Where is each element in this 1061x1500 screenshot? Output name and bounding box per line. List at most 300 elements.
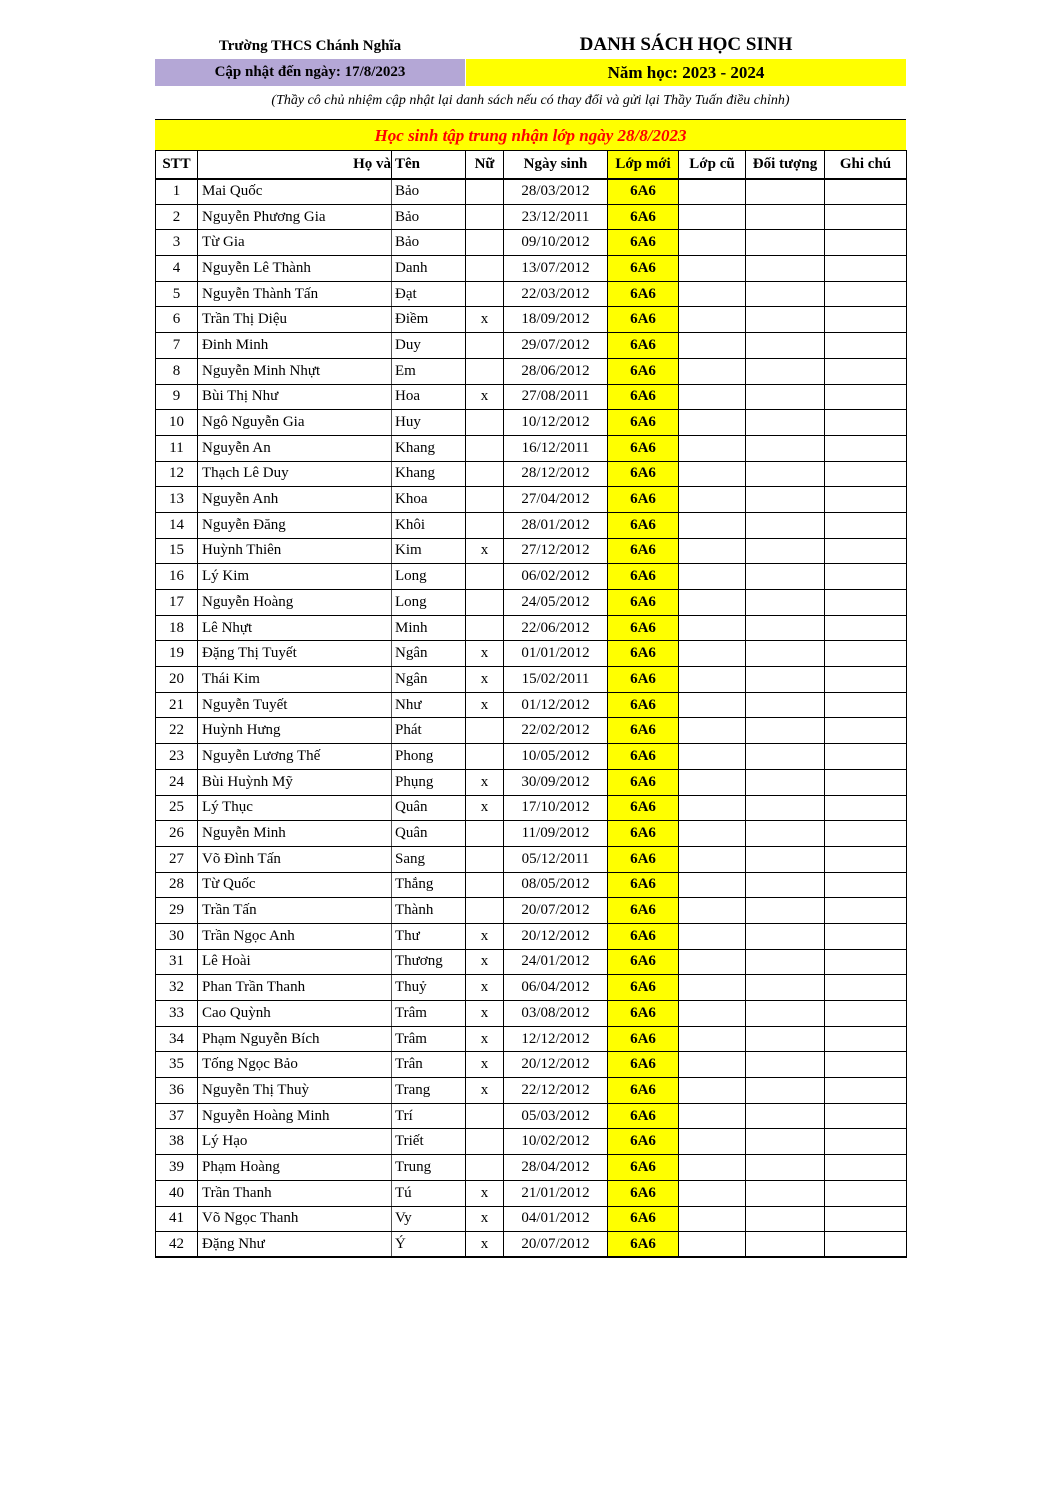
cell-doi-tuong [746,1155,825,1181]
cell-lop-moi: 6A6 [608,538,679,564]
cell-lop-moi: 6A6 [608,1026,679,1052]
cell-ngay-sinh: 21/01/2012 [504,1180,608,1206]
cell-ngay-sinh: 15/02/2011 [504,667,608,693]
cell-stt: 35 [156,1052,198,1078]
cell-ho: Nguyễn Lương Thế [198,744,392,770]
cell-doi-tuong [746,512,825,538]
cell-stt: 28 [156,872,198,898]
cell-ghi-chu [825,846,907,872]
cell-doi-tuong [746,307,825,333]
cell-doi-tuong [746,230,825,256]
cell-ho: Lê Hoài [198,949,392,975]
cell-stt: 26 [156,821,198,847]
table-header-row [156,151,907,179]
cell-lop-moi: 6A6 [608,975,679,1001]
cell-ghi-chu [825,923,907,949]
cell-lop-moi: 6A6 [608,1206,679,1232]
cell-lop-moi: 6A6 [608,821,679,847]
cell-lop-moi: 6A6 [608,281,679,307]
cell-ghi-chu [825,333,907,359]
table-row [156,590,907,616]
cell-ghi-chu [825,1103,907,1129]
cell-doi-tuong [746,435,825,461]
cell-ngay-sinh: 28/04/2012 [504,1155,608,1181]
cell-lop-cu [679,1052,746,1078]
cell-doi-tuong [746,1078,825,1104]
cell-ngay-sinh: 28/06/2012 [504,358,608,384]
cell-ghi-chu [825,641,907,667]
cell-stt: 27 [156,846,198,872]
cell-ngay-sinh: 06/02/2012 [504,564,608,590]
cell-ghi-chu [825,1180,907,1206]
cell-ten: Khôi [392,512,466,538]
cell-stt: 23 [156,744,198,770]
cell-lop-moi: 6A6 [608,333,679,359]
cell-nu [466,744,504,770]
cell-lop-cu [679,590,746,616]
cell-ho: Trần Thanh [198,1180,392,1206]
cell-stt: 6 [156,307,198,333]
column-header-nu: Nữ [466,151,504,179]
cell-nu: x [466,667,504,693]
table-row [156,1103,907,1129]
table-row [156,307,907,333]
cell-ngay-sinh: 03/08/2012 [504,1001,608,1027]
cell-ngay-sinh: 13/07/2012 [504,256,608,282]
table-row [156,923,907,949]
cell-ghi-chu [825,590,907,616]
cell-stt: 38 [156,1129,198,1155]
cell-ten: Thuỷ [392,975,466,1001]
cell-stt: 31 [156,949,198,975]
cell-lop-cu [679,230,746,256]
cell-lop-moi: 6A6 [608,179,679,205]
cell-lop-moi: 6A6 [608,1155,679,1181]
cell-nu [466,615,504,641]
cell-ghi-chu [825,512,907,538]
cell-nu [466,564,504,590]
cell-ten: Long [392,564,466,590]
cell-ho: Phạm Hoàng [198,1155,392,1181]
cell-ghi-chu [825,795,907,821]
cell-ten: Minh [392,615,466,641]
table-row [156,538,907,564]
cell-lop-moi: 6A6 [608,898,679,924]
cell-ghi-chu [825,872,907,898]
school-name: Trường THCS Chánh Nghĩa [218,38,402,54]
cell-lop-cu [679,435,746,461]
cell-ngay-sinh: 20/07/2012 [504,898,608,924]
cell-ghi-chu [825,204,907,230]
cell-lop-cu [679,846,746,872]
cell-ngay-sinh: 04/01/2012 [504,1206,608,1232]
cell-lop-cu [679,821,746,847]
cell-lop-moi: 6A6 [608,615,679,641]
cell-ngay-sinh: 16/12/2011 [504,435,608,461]
cell-ngay-sinh: 10/05/2012 [504,744,608,770]
cell-lop-cu [679,410,746,436]
cell-ghi-chu [825,975,907,1001]
cell-ten: Thành [392,898,466,924]
cell-nu: x [466,1052,504,1078]
cell-ten: Ngân [392,641,466,667]
cell-doi-tuong [746,1103,825,1129]
column-header-ngay-sinh: Ngày sinh [504,151,608,179]
document-title: DANH SÁCH HỌC SINH [579,34,793,55]
cell-doi-tuong [746,564,825,590]
cell-ngay-sinh: 20/07/2012 [504,1232,608,1258]
table-row [156,410,907,436]
cell-ghi-chu [825,358,907,384]
cell-nu: x [466,307,504,333]
cell-ten: Thư [392,923,466,949]
cell-ghi-chu [825,949,907,975]
cell-ten: Triết [392,1129,466,1155]
cell-ngay-sinh: 05/03/2012 [504,1103,608,1129]
cell-ten: Trí [392,1103,466,1129]
cell-nu [466,204,504,230]
cell-ngay-sinh: 28/03/2012 [504,179,608,205]
cell-ghi-chu [825,718,907,744]
cell-nu [466,179,504,205]
cell-doi-tuong [746,256,825,282]
cell-ngay-sinh: 05/12/2011 [504,846,608,872]
cell-lop-moi: 6A6 [608,872,679,898]
column-header-stt: STT [156,151,198,179]
cell-lop-moi: 6A6 [608,641,679,667]
cell-lop-cu [679,564,746,590]
cell-ghi-chu [825,230,907,256]
cell-lop-cu [679,975,746,1001]
cell-nu [466,512,504,538]
table-row [156,1180,907,1206]
cell-lop-cu [679,692,746,718]
cell-ten: Trung [392,1155,466,1181]
cell-lop-cu [679,769,746,795]
cell-lop-cu [679,1232,746,1258]
table-row [156,718,907,744]
cell-lop-moi: 6A6 [608,795,679,821]
cell-ghi-chu [825,821,907,847]
cell-lop-moi: 6A6 [608,1180,679,1206]
cell-doi-tuong [746,975,825,1001]
cell-doi-tuong [746,358,825,384]
cell-lop-moi: 6A6 [608,923,679,949]
cell-doi-tuong [746,1180,825,1206]
column-header-ten: Tên [392,151,466,179]
cell-ngay-sinh: 27/08/2011 [504,384,608,410]
column-header-lop-cu: Lớp cũ [679,151,746,179]
cell-ho: Nguyễn Minh Nhựt [198,358,392,384]
table-row [156,512,907,538]
cell-doi-tuong [746,281,825,307]
cell-doi-tuong [746,333,825,359]
cell-lop-moi: 6A6 [608,564,679,590]
table-row [156,384,907,410]
cell-nu: x [466,1180,504,1206]
cell-ngay-sinh: 24/05/2012 [504,590,608,616]
cell-lop-cu [679,1078,746,1104]
cell-lop-moi: 6A6 [608,718,679,744]
cell-lop-moi: 6A6 [608,384,679,410]
cell-nu: x [466,1026,504,1052]
cell-ten: Trâm [392,1001,466,1027]
cell-nu [466,1155,504,1181]
cell-ghi-chu [825,461,907,487]
cell-ten: Phong [392,744,466,770]
cell-nu [466,461,504,487]
cell-lop-moi: 6A6 [608,1001,679,1027]
cell-ghi-chu [825,744,907,770]
cell-lop-moi: 6A6 [608,487,679,513]
table-row [156,1026,907,1052]
table-row [156,487,907,513]
cell-stt: 36 [156,1078,198,1104]
cell-ho: Phan Trần Thanh [198,975,392,1001]
cell-ten: Trang [392,1078,466,1104]
cell-ten: Trâm [392,1026,466,1052]
cell-lop-cu [679,307,746,333]
cell-stt: 29 [156,898,198,924]
cell-stt: 24 [156,769,198,795]
cell-lop-moi: 6A6 [608,667,679,693]
table-row [156,949,907,975]
cell-ten: Khoa [392,487,466,513]
cell-nu: x [466,384,504,410]
table-row [156,1078,907,1104]
cell-nu: x [466,1206,504,1232]
cell-lop-cu [679,358,746,384]
cell-ngay-sinh: 12/12/2012 [504,1026,608,1052]
cell-lop-cu [679,718,746,744]
cell-ho: Nguyễn Đăng [198,512,392,538]
cell-ten: Vy [392,1206,466,1232]
cell-ho: Bùi Huỳnh Mỹ [198,769,392,795]
cell-stt: 18 [156,615,198,641]
cell-ngay-sinh: 08/05/2012 [504,872,608,898]
cell-ghi-chu [825,564,907,590]
table-row [156,821,907,847]
cell-doi-tuong [746,1052,825,1078]
cell-doi-tuong [746,872,825,898]
cell-ngay-sinh: 29/07/2012 [504,333,608,359]
cell-ho: Đặng Như [198,1232,392,1258]
cell-lop-moi: 6A6 [608,230,679,256]
cell-doi-tuong [746,615,825,641]
cell-lop-cu [679,1129,746,1155]
cell-ho: Nguyễn An [198,435,392,461]
cell-ngay-sinh: 30/09/2012 [504,769,608,795]
cell-ho: Đặng Thị Tuyết [198,641,392,667]
cell-nu: x [466,1078,504,1104]
cell-nu [466,487,504,513]
cell-lop-cu [679,256,746,282]
cell-ho: Từ Gia [198,230,392,256]
cell-ho: Võ Ngọc Thanh [198,1206,392,1232]
cell-stt: 9 [156,384,198,410]
cell-nu [466,718,504,744]
column-header-doi-tuong: Đối tượng [746,151,825,179]
cell-lop-moi: 6A6 [608,307,679,333]
cell-doi-tuong [746,487,825,513]
cell-lop-cu [679,1155,746,1181]
cell-nu [466,281,504,307]
cell-ho: Nguyễn Anh [198,487,392,513]
cell-doi-tuong [746,179,825,205]
table-row [156,564,907,590]
cell-ten: Ngân [392,667,466,693]
cell-lop-cu [679,333,746,359]
cell-ho: Lý Hạo [198,1129,392,1155]
cell-ten: Quân [392,821,466,847]
table-row [156,435,907,461]
cell-stt: 13 [156,487,198,513]
cell-ten: Điềm [392,307,466,333]
table-row [156,204,907,230]
cell-ghi-chu [825,384,907,410]
cell-ten: Khang [392,435,466,461]
cell-lop-moi: 6A6 [608,692,679,718]
cell-doi-tuong [746,410,825,436]
cell-ho: Võ Đình Tấn [198,846,392,872]
cell-ten: Phát [392,718,466,744]
cell-nu [466,256,504,282]
cell-lop-moi: 6A6 [608,1052,679,1078]
cell-ho: Nguyễn Tuyết [198,692,392,718]
cell-doi-tuong [746,641,825,667]
column-header-lop-moi: Lớp mới [608,151,679,179]
cell-nu: x [466,795,504,821]
table-row [156,333,907,359]
cell-doi-tuong [746,769,825,795]
cell-ghi-chu [825,487,907,513]
cell-ten: Phụng [392,769,466,795]
cell-lop-cu [679,179,746,205]
cell-ten: Như [392,692,466,718]
cell-ten: Long [392,590,466,616]
cell-ho: Nguyễn Hoàng [198,590,392,616]
cell-lop-moi: 6A6 [608,949,679,975]
cell-ngay-sinh: 01/01/2012 [504,641,608,667]
cell-ghi-chu [825,1078,907,1104]
table-row [156,795,907,821]
cell-ten: Bảo [392,230,466,256]
cell-lop-cu [679,281,746,307]
cell-ten: Sang [392,846,466,872]
cell-nu: x [466,641,504,667]
cell-ghi-chu [825,1052,907,1078]
table-row [156,615,907,641]
cell-ho: Đinh Minh [198,333,392,359]
table-row [156,667,907,693]
cell-ngay-sinh: 28/12/2012 [504,461,608,487]
cell-lop-cu [679,667,746,693]
cell-lop-cu [679,923,746,949]
cell-ten: Em [392,358,466,384]
cell-ngay-sinh: 17/10/2012 [504,795,608,821]
cell-ngay-sinh: 10/12/2012 [504,410,608,436]
cell-ten: Bảo [392,204,466,230]
cell-ngay-sinh: 22/12/2012 [504,1078,608,1104]
cell-stt: 4 [156,256,198,282]
cell-doi-tuong [746,795,825,821]
cell-nu: x [466,949,504,975]
cell-stt: 30 [156,923,198,949]
cell-lop-cu [679,898,746,924]
cell-stt: 1 [156,179,198,205]
column-header-ghi-chu: Ghi chú [825,151,907,179]
table-row [156,744,907,770]
cell-stt: 33 [156,1001,198,1027]
cell-ghi-chu [825,281,907,307]
cell-nu [466,410,504,436]
cell-ghi-chu [825,435,907,461]
cell-ho: Phạm Nguyễn Bích [198,1026,392,1052]
cell-ho: Lê Nhựt [198,615,392,641]
cell-stt: 37 [156,1103,198,1129]
cell-lop-moi: 6A6 [608,1232,679,1258]
cell-doi-tuong [746,1129,825,1155]
cell-ghi-chu [825,769,907,795]
cell-stt: 10 [156,410,198,436]
table-row [156,1155,907,1181]
cell-stt: 21 [156,692,198,718]
cell-ngay-sinh: 24/01/2012 [504,949,608,975]
cell-doi-tuong [746,898,825,924]
cell-doi-tuong [746,538,825,564]
cell-lop-cu [679,487,746,513]
cell-stt: 41 [156,1206,198,1232]
cell-doi-tuong [746,204,825,230]
cell-ho: Trần Tấn [198,898,392,924]
cell-stt: 22 [156,718,198,744]
cell-ho: Thái Kim [198,667,392,693]
cell-lop-cu [679,1206,746,1232]
cell-lop-cu [679,615,746,641]
cell-lop-moi: 6A6 [608,744,679,770]
cell-doi-tuong [746,949,825,975]
cell-ngay-sinh: 27/04/2012 [504,487,608,513]
cell-ten: Ý [392,1232,466,1258]
cell-doi-tuong [746,923,825,949]
cell-ghi-chu [825,538,907,564]
cell-ho: Tống Ngọc Bảo [198,1052,392,1078]
cell-doi-tuong [746,667,825,693]
cell-ghi-chu [825,410,907,436]
cell-nu: x [466,769,504,795]
cell-ho: Huỳnh Hưng [198,718,392,744]
cell-doi-tuong [746,1232,825,1258]
cell-nu [466,230,504,256]
table-row [156,692,907,718]
cell-ten: Đạt [392,281,466,307]
cell-stt: 8 [156,358,198,384]
cell-stt: 40 [156,1180,198,1206]
cell-nu: x [466,1232,504,1258]
cell-ghi-chu [825,615,907,641]
cell-ghi-chu [825,1129,907,1155]
cell-nu [466,821,504,847]
table-row [156,769,907,795]
cell-ho: Mai Quốc [198,179,392,205]
cell-ten: Bảo [392,179,466,205]
table-row [156,1129,907,1155]
student-table [155,150,907,1258]
cell-doi-tuong [746,1001,825,1027]
cell-ghi-chu [825,1001,907,1027]
cell-ho: Từ Quốc [198,872,392,898]
cell-lop-moi: 6A6 [608,1129,679,1155]
